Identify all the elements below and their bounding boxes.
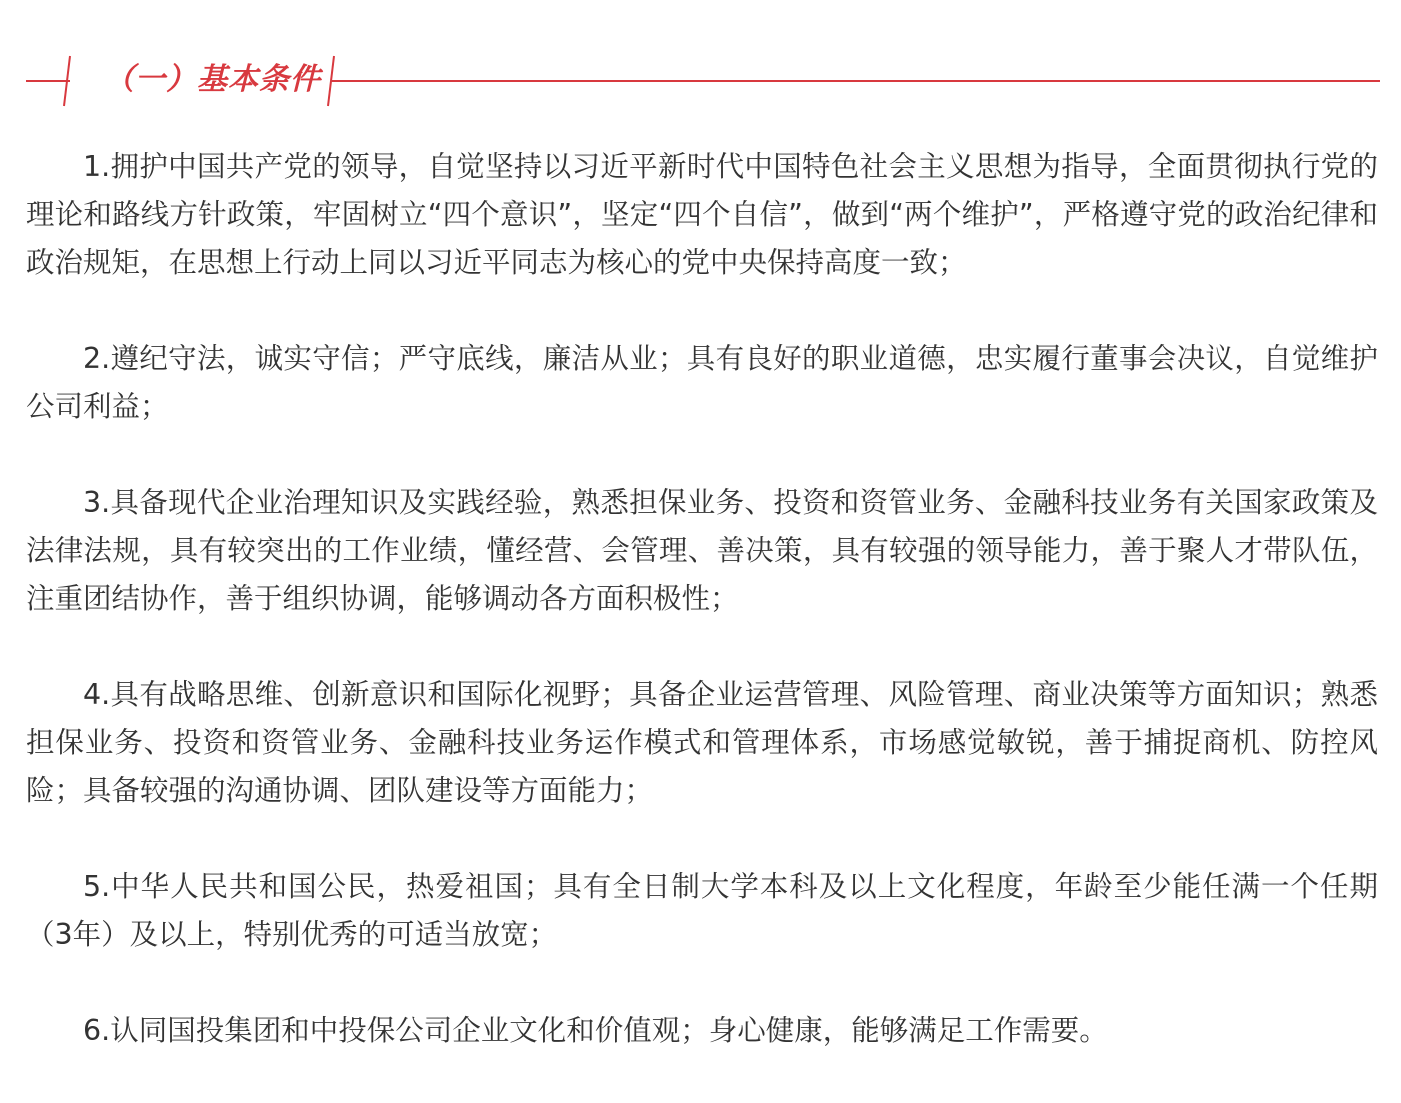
article-body (26, 143, 1378, 1103)
paragraph-2: 2.遵纪守法，诚实守信；严守底线，廉洁从业；具有良好的职业道德，忠实履行董事会决议，自觉维护公司利益； (26, 342, 1378, 423)
paragraph-1: 1.拥护中国共产党的领导，自觉坚持以习近平新时代中国特色社会主义思想为指导，全面贯彻执行党的理论和路线方针政策，牢固树立“四个意识”，坚定“四个自信”，做到“两个维护”，严格遵守党的政治纪律和政治规矩，在思想上行动上同以习近平同志为核心的党中央保持高度一致； (26, 150, 1378, 279)
paragraph-4: 4.具有战略思维、创新意识和国际化视野；具备企业运营管理、风险管理、商业决策等方面知识；熟悉担保业务、投资和资管业务、金融科技业务运作模式和管理体系，市场感觉敏锐，善于捕捉商机、防控风险；具备较强的沟通协调、团队建设等方面能力； (26, 678, 1378, 807)
section-title: （一）基本条件 (104, 62, 321, 97)
paragraph-3: 3.具备现代企业治理知识及实践经验，熟悉担保业务、投资和资管业务、金融科技业务有关国家政策及法律法规，具有较突出的工作业绩，懂经营、会管理、善决策，具有较强的领导能力，善于聚人才带队伍，注重团结协作，善于组织协调，能够调动各方面积极性； (26, 486, 1378, 615)
paragraph-5: 5.中华人民共和国公民，热爱祖国；具有全日制大学本科及以上文化程度，年龄至少能任满一个任期（3年）及以上，特别优秀的可适当放宽； (26, 870, 1378, 951)
section-header (26, 48, 1380, 112)
paragraph-6: 6.认同国投集团和中投保公司企业文化和价值观；身心健康，能够满足工作需要。 (83, 1014, 1108, 1047)
